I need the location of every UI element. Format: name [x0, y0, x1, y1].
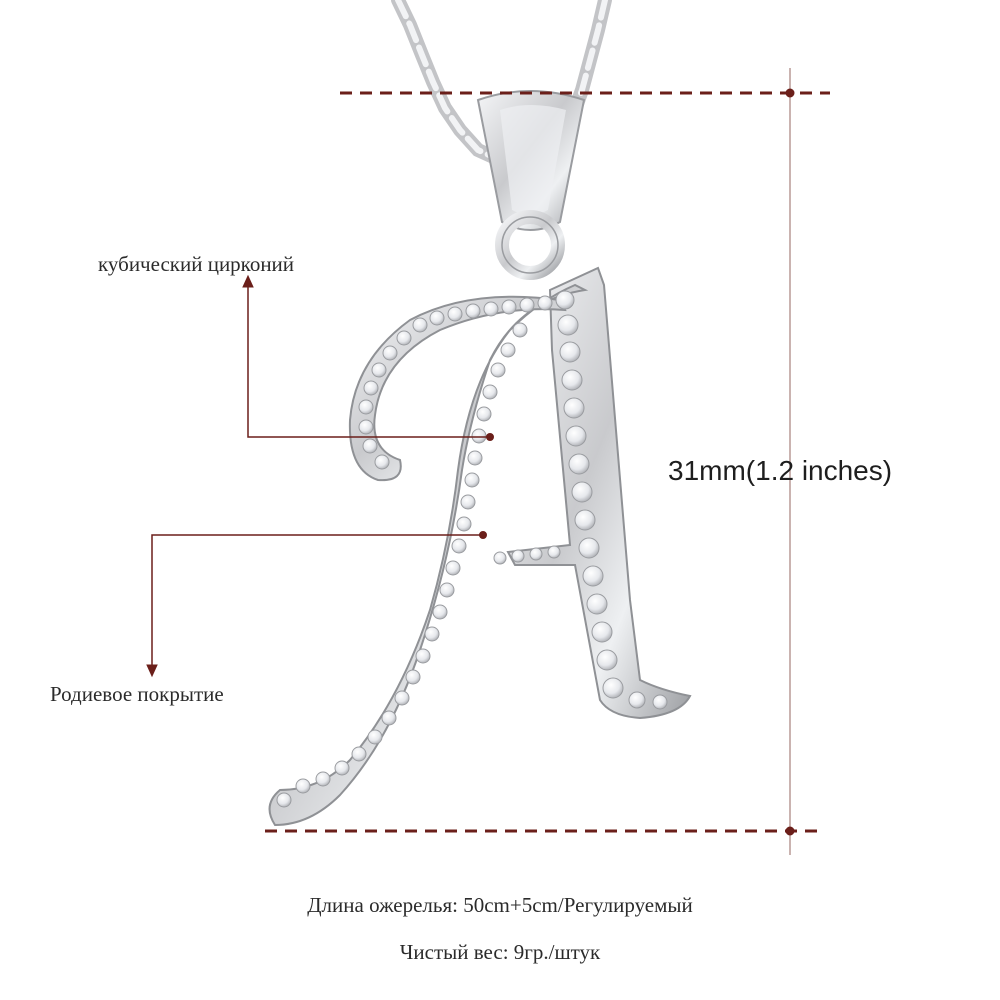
necklace-length-text: Длина ожерелья: 50cm+5cm/Регулируемый	[307, 893, 693, 917]
callout-rhodium-plating	[147, 532, 487, 677]
arrow-up-icon	[243, 276, 253, 287]
net-weight-text: Чистый вес: 9гр./штук	[399, 940, 601, 964]
arrow-down-icon	[147, 665, 157, 676]
pendant-letter-image	[270, 268, 690, 825]
bail-image	[478, 91, 584, 273]
pendant-height-label: 31mm(1.2 inches)	[668, 455, 893, 486]
rhodium-plating-label: Родиевое покрытие	[50, 682, 224, 706]
cubic-zirconia-label: кубический цирконий	[98, 252, 295, 276]
